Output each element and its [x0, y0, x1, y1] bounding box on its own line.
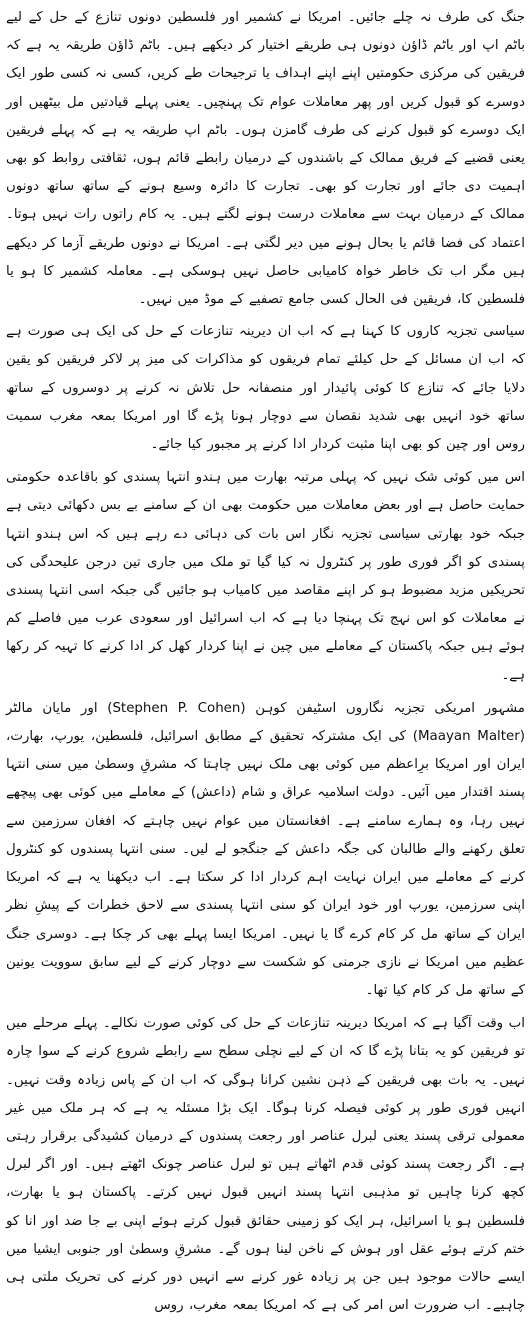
article-paragraph: اب وقت آگیا ہے کہ امریکا دیرینہ تنازعات کے حل کی کوئی صورت نکالے۔ پہلے مرحلے میں تو فریقین کو یہ بتانا پڑے گا کہ ان کے لیے نچلی سطح سے رابطے شروع کرنے کے سوا چارہ نہیں۔ یہ بات بھی فریقین کے ذہن نشین کرانا ہوگی کہ اب ان کے پاس زیادہ وقت نہیں۔ انہیں فوری طور پر کوئی فیصلہ کرنا ہوگا۔ ایک بڑا مسئلہ یہ ہے کہ ہر ملک میں غیر معمولی ترقی پسند یعنی لبرل عناصر اور رجعت پسندوں کے درمیان کشیدگی برقرار رہتی ہے۔ اگر رجعت پسند کوئی قدم اٹھاتے ہیں تو لبرل عناصر چونک اٹھتے ہیں۔ اور اگر لبرل کچھ کرنا چاہیں تو مذہبی انتہا پسند انہیں قبول نہیں کرتے۔ پاکستان ہو یا بھارت، فلسطین ہو یا اسرائیل، ہر ایک کو زمینی حقائق قبول کرتے ہوئے اپنی بے جا ضد اور انا کو ختم کرتے ہوئے عقل اور ہوش کے ناخن لینا ہوں گے۔ مشرقِ وسطیٰ اور جنوبی ایشیا میں ایسے حالات موجود ہیں جن پر زیادہ غور کرنے سے انہیں دور کرنے کی تحریک ملتی ہی چاہیے۔ اب ضرورت اس امر کی ہے کہ امریکا بمعہ مغرب، روس [6, 1016, 525, 1314]
article-paragraph: اس میں کوئی شک نہیں کہ پہلی مرتبہ بھارت میں ہندو انتہا پسندی کو باقاعدہ حکومتی حمایت حاصل ہے اور بعض معاملات میں حکومت بھی ان کے سامنے بے بس دکھائی دیتی ہے جبکہ خود بھارتی سیاسی تجزیہ نگار اس بات کی دہائی دے رہے ہیں کہ اس ہندو انتہا پسندی کو اگر فوری طور پر کنٹرول نہ کیا گیا تو ملک میں جاری تین درجن علیحدگی کی تحریکیں مزید مضبوط ہو کر اپنے مقاصد میں کامیاب ہو جائیں گی جبکہ اسی انتہا پسندی نے معاملات کو اس نہج تک پہنچا دیا ہے کہ اب اسرائیل اور سعودی عرب میں فاصلے کم ہوئے ہیں جبکہ پاکستان کے معاملے میں چین نے اپنا کردار کھل کر ادا کرنے کا تہیہ کر رکھا ہے۔ [6, 470, 525, 683]
article-paragraph: سیاسی تجزیہ کاروں کا کہنا ہے کہ اب ان دیرینہ تنازعات کے حل کی ایک ہی صورت ہے کہ اب ان مسائل کے حل کیلئے تمام فریقوں کو مذاکرات کی میز پر لاکر فریقین کو یقین دلایا جائے کہ تنازع کا کوئی پائیدار اور منصفانہ حل تلاش نہ کرنے پر دوسروں کے ساتھ ساتھ خود انہیں بھی شدید نقصان سے دوچار ہونا پڑے گا اور امریکا بمعہ مغرب سمیت روس اور چین کو بھی اپنا مثبت کردار ادا کرنے پر مجبور کیا جائے۔ [6, 324, 525, 453]
article-paragraph: جنگ کی طرف نہ چلے جائیں۔ امریکا نے کشمیر اور فلسطین دونوں تنازع کے حل کے لیے باٹم اپ اور باٹم ڈاؤن دونوں ہی طریقے اختیار کر دیکھے ہیں۔ باٹم ڈاؤن طریقہ یہ ہے کہ فریقین کی مرکزی حکومتیں اپنے اپنے اہداف یا ترجیحات طے کریں، کسی نہ کسی طور ایک دوسرے کو قبول کریں اور پھر معاملات عوام تک پہنچیں۔ یعنی پہلے قیادتیں مل بیٹھیں اور ایک دوسرے کو قبول کرنے کی طرف گامزن ہوں۔ باٹم اپ طریقہ یہ ہے کہ پہلے فریقین یعنی قضیے کے فریق ممالک کے باشندوں کے درمیان رابطے قائم ہوں، ثقافتی روابط کو بھی اہمیت دی جائے اور تجارت کو بھی۔ تجارت کا دائرہ وسیع ہونے کے ساتھ ساتھ دونوں ممالک کے درمیان بہت سے معاملات درست ہونے لگتے ہیں۔ یہ کام راتوں رات نہیں ہوتا۔ اعتماد کی فضا قائم یا بحال ہونے میں دیر لگتی ہے۔ امریکا نے دونوں طریقے آزما کر دیکھے ہیں مگر اب تک خاطر خواہ کامیابی حاصل نہیں ہوسکی ہے۔ معاملہ کشمیر کا ہو یا فلسطین کا، فریقین فی الحال کسی جامع تصفیے کے موڈ میں نہیں۔ [6, 10, 525, 308]
article-paragraph: مشہور امریکی تجزیہ نگاروں اسٹیفن کوہن (Stephen P. Cohen) اور مایان مالٹر (Maayan Malter) کی ایک مشترکہ تحقیق کے مطابق اسرائیل، فلسطین، یورپ، بھارت، ایران اور امریکا برِاعظم میں کوئی بھی ملک نہیں چاہتا کہ مشرقِ وسطیٰ میں سنی انتہا پسند اقتدار میں آئیں۔ دولت اسلامیہ عراق و شام (داعش) کے معاملے میں کوئی بھی پیچھے نہیں رہا، وہ ہمارے سامنے ہے۔ افغانستان میں عوام نہیں چاہتے کہ افغان سرزمین سے تعلق رکھنے والے طالبان کی جگہ داعش کے جنگجو لے لیں۔ سنی انتہا پسندوں کو کنٹرول کرنے کے معاملے میں ایران نہایت اہم کردار ادا کر سکتا ہے۔ اب دیکھنا یہ ہے کہ امریکا اپنی سرزمین، یورپ اور خود ایران کو سنی انتہا پسندی سے لاحق خطرات کے پیشِ نظر ایران کے ساتھ مل کر کام کرے گا یا نہیں۔ امریکا ایسا پہلے بھی کر چکا ہے۔ دوسری جنگ عظیم میں امریکا نے نازی جرمنی کو شکست سے دوچار کرنے کے لیے سابق سوویت یونین کے ساتھ مل کر کام کیا تھا۔ [6, 700, 526, 998]
